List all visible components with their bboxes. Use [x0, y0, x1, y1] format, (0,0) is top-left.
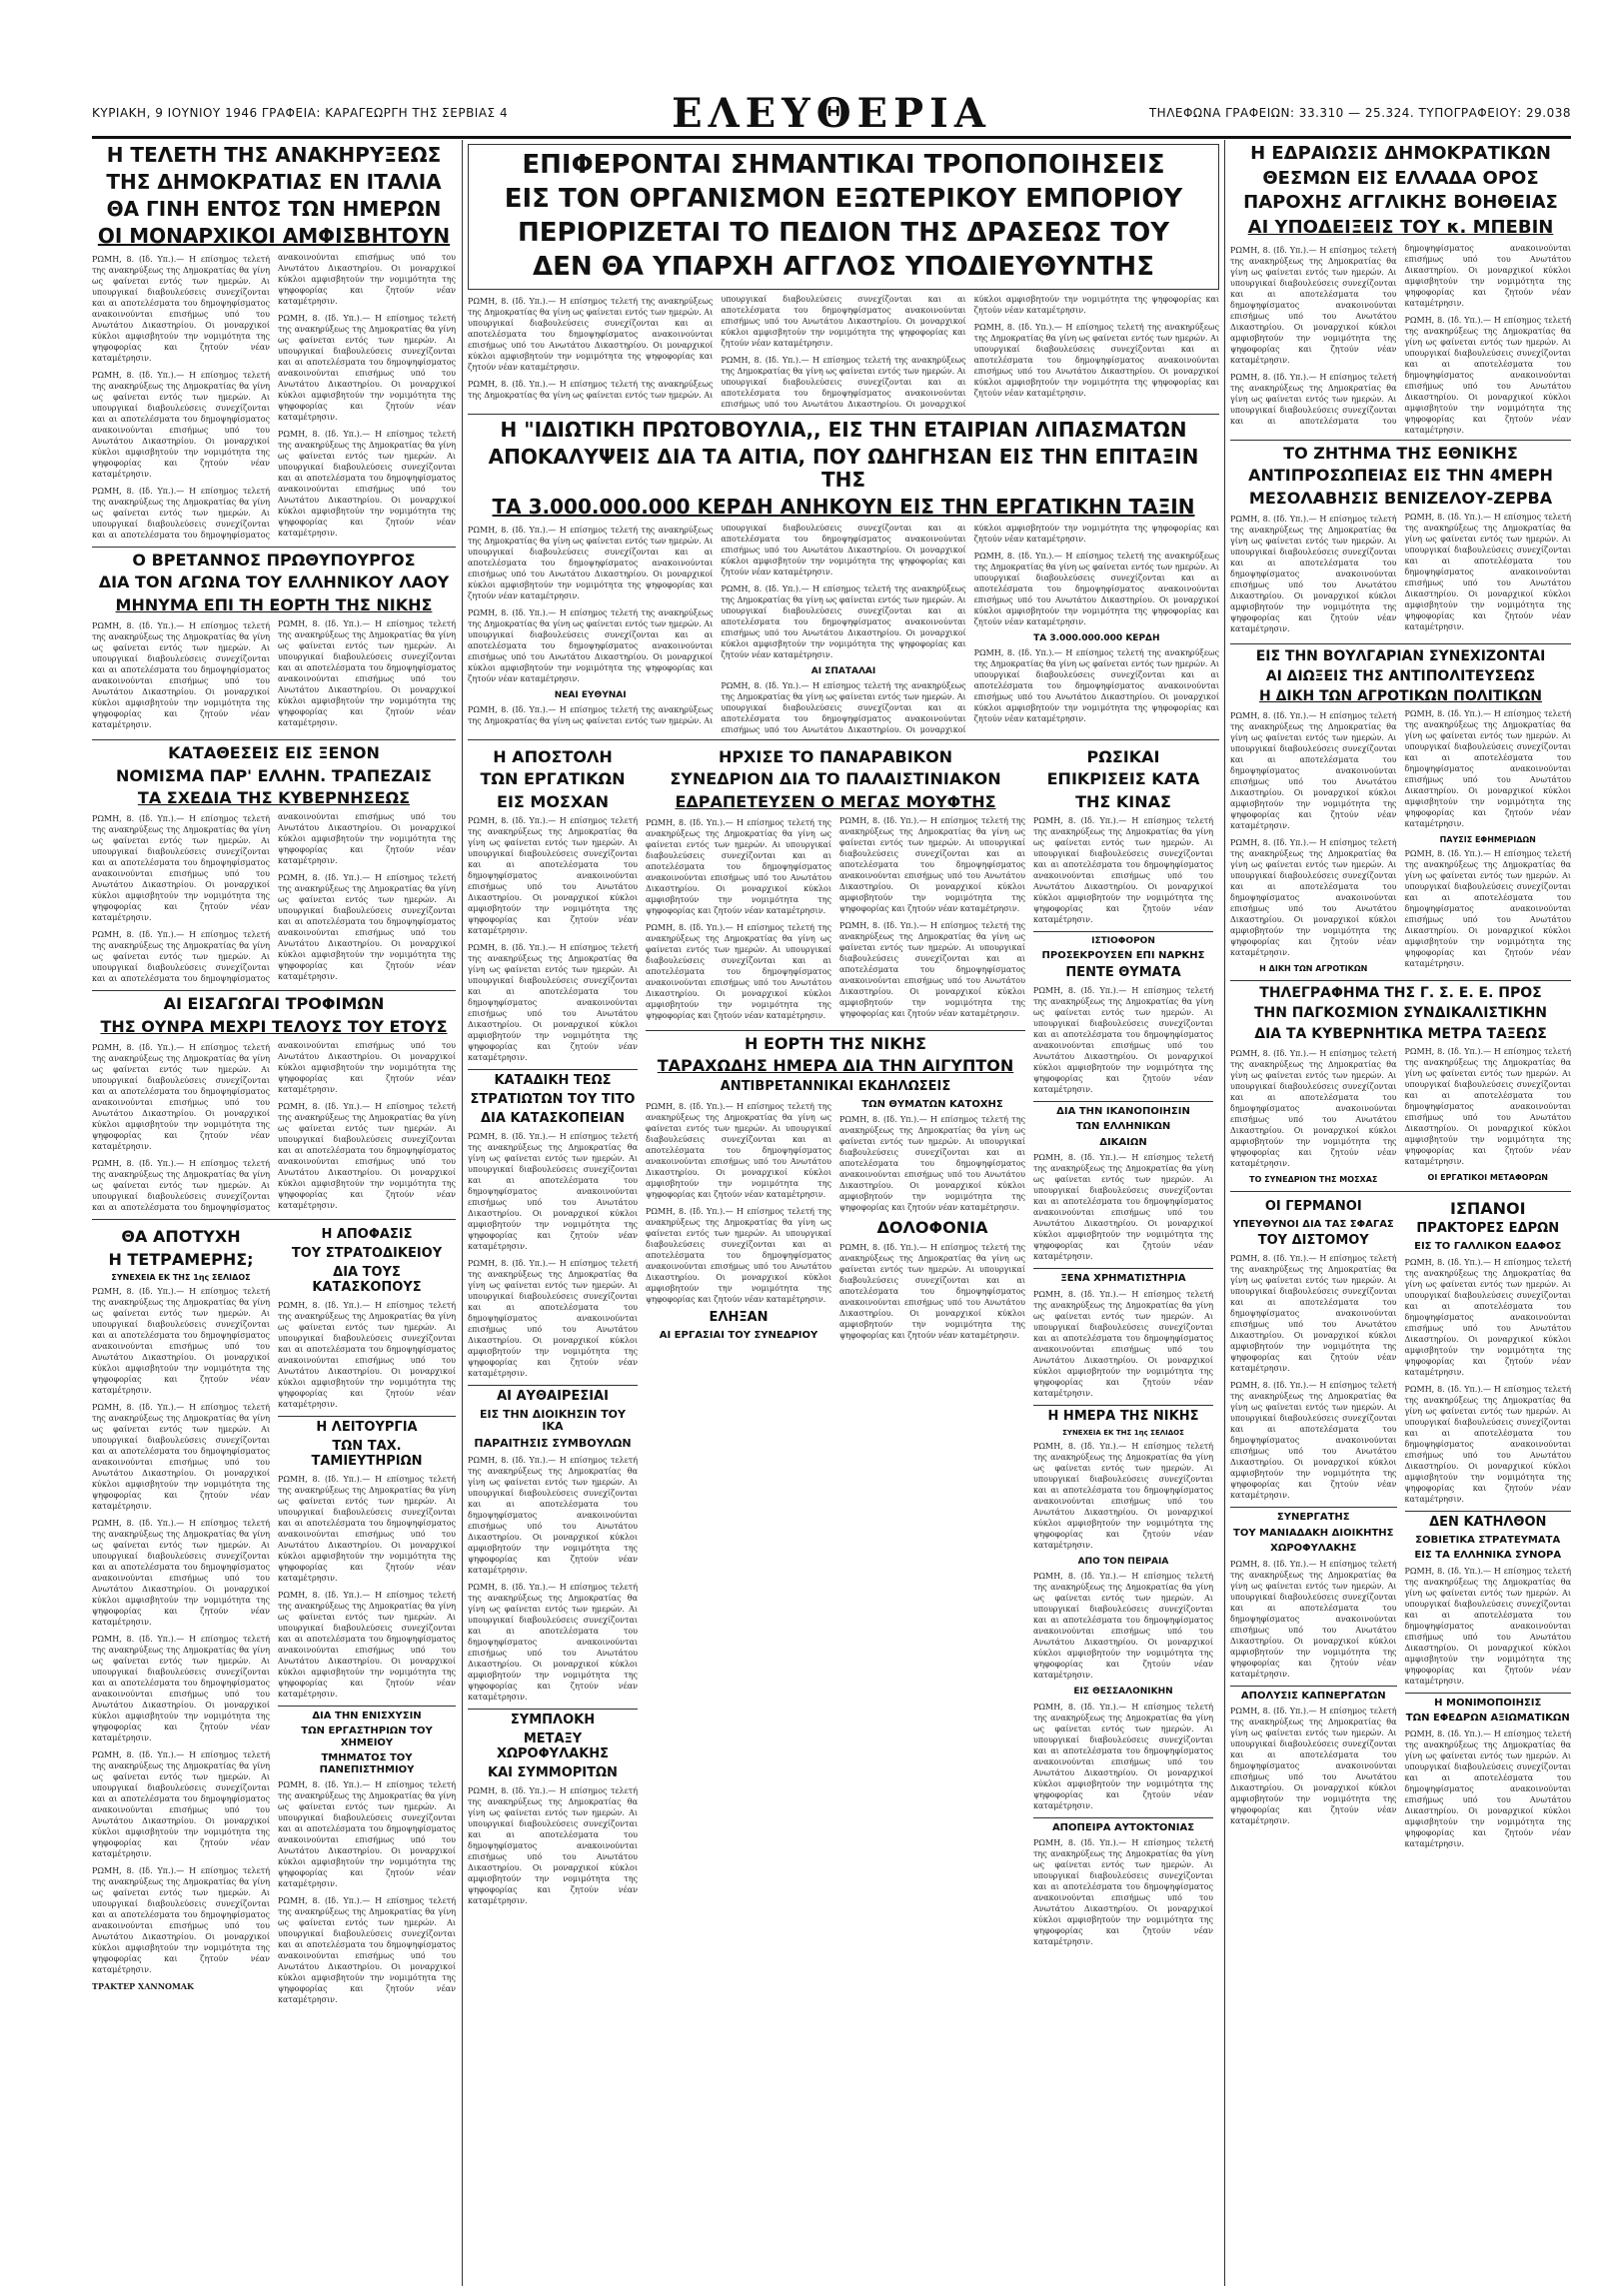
headline-national-representation: ΤΟ ΖΗΤΗΜΑ ΤΗΣ ΕΘΝΙΚΗΣ ΑΝΤΙΠΡΟΣΩΠΕΙΑΣ ΕΙΣ ΤΗΝ 4ΜΕΡΗ ΜΕΣΟΛΑΒΗΣΙΣ ΒΕΝΙΖΕΛΟΥ-ΖΕΡΒΑ	[1248, 443, 1553, 508]
article-body: ΡΩΜΗ, 8. (Ιδ. Υπ.).— Η επίσημος τελετή της ανακηρύξεως της Δημοκρατίας θα γίνη ως φαίνεται εντός των ημερών. Αι υπουργικαί διαβουλεύσεις συνεχίζονται και αι αποτελέσματα του δημοψηφίσματος ανακοινούνται επισήμως υπό του Ανωτάτου Δικαστηρίου. Οι μοναρχικοί κύκλοι αμφισβητούν την νομιμότητα της ψηφοφορίας και ζητούν νέαν καταμέτρησιν. ΡΩΜΗ, 8. (Ιδ. Υπ.).— Η επίσημος τελετή της ανακηρύξεως της Δημοκρατίας θα γίνη ως φαίνεται εντός των ημερών. Αι υπουργικαί διαβουλεύσεις συνεχίζονται και αι αποτελέσματα του δημοψηφίσματος ανακοινούνται επισήμως υπό του Ανωτάτου Δικαστηρίου. Οι μοναρχικοί κύκλοι αμφισβητούν την νομιμότητα της ψηφοφορίας και ζητούν νέαν καταμέτρησιν. ΡΩΜΗ, 8. (Ιδ. Υπ.).— Η επίσημος τελετή της ανακηρύξεως της Δημοκρατίας θα γίνη ως φαίνεται εντός των ημερών. Αι υπουργικαί διαβουλεύσεις συνεχίζονται και αι αποτελέσματα του δημοψηφίσματος ανακοινούνται επισήμως υπό του Ανωτάτου Δικαστηρίου. Οι μοναρχικοί κύκλοι αμφισβητούν την νομιμότητα της ψηφοφορίας και ζητούν νέαν καταμέτρησιν.	[92, 812, 456, 984]
masthead-phones: ΤΗΛΕΦΩΝΑ ΓΡΑΦΕΙΩΝ: 33.310 — 25.324. ΤΥΠΟΓΡΑΦΕΙΟΥ: 29.038	[1148, 106, 1571, 120]
lower-left-block	[92, 1224, 456, 2011]
headline-foreign-deposits: ΚΑΤΑΘΕΣΕΙΣ ΕΙΣ ΞΕΝΟΝ ΝΟΜΙΣΜΑ ΠΑΡ' ΕΛΛΗΝ. ΤΡΑΠΕΖΑΙΣ ΤΑ ΣΧΕΔΙΑ ΤΗΣ ΚΥΒΕΡΝΗΣΕΩΣ	[116, 743, 432, 807]
masthead-date-address: ΚΥΡΙΑΚΗ, 9 ΙΟΥΝΙΟΥ 1946 ΓΡΑΦΕΙΑ: ΚΑΡΑΓΕΩΡΓΗ ΤΗΣ ΣΕΡΒΙΑΣ 4	[92, 106, 509, 120]
article-body: ΡΩΜΗ, 8. (Ιδ. Υπ.).— Η επίσημος τελετή της ανακηρύξεως της Δημοκρατίας θα γίνη ως φαίνεται εντός των ημερών. Αι υπουργικαί διαβουλεύσεις συνεχίζονται και αι αποτελέσματα του δημοψηφίσματος ανακοινούνται επισήμως υπό του Ανωτάτου Δικαστηρίου. Οι μοναρχικοί κύκλοι αμφισβητούν την νομιμότητα της ψηφοφορίας και ζητούν νέαν καταμέτρησιν. ΡΩΜΗ, 8. (Ιδ. Υπ.).— Η επίσημος τελετή της ανακηρύξεως της Δημοκρατίας θα γίνη ως φαίνεται εντός των ημερών. Αι υπουργικαί διαβουλεύσεις συνεχίζονται και αι αποτελέσματα του δημοψηφίσματος ανακοινούνται επισήμως υπό του Ανωτάτου Δικαστηρίου. Οι μοναρχικοί κύκλοι αμφισβητούν την νομιμότητα της ψηφοφορίας και ζητούν νέαν καταμέτρησιν. ΝΕΑΙ ΕΥΘΥΝΑΙ ΡΩΜΗ, 8. (Ιδ. Υπ.).— Η επίσημος τελετή της ανακηρύξεως της Δημοκρατίας θα γίνη ως φαίνεται εντός των ημερών. Αι υπουργικαί διαβουλεύσεις συνεχίζονται και αι αποτελέσματα του δημοψηφίσματος ανακοινούνται επισήμως υπό του Ανωτάτου Δικαστηρίου. Οι μοναρχικοί κύκλοι αμφισβητούν την νομιμότητα της ψηφοφορίας και ζητούν νέαν καταμέτρησιν. ΡΩΜΗ, 8. (Ιδ. Υπ.).— Η επίσημος τελετή της ανακηρύξεως της Δημοκρατίας θα γίνη ως φαίνεται εντός των ημερών. Αι υπουργικαί διαβουλεύσεις συνεχίζονται και αι αποτελέσματα του δημοψηφίσματος ανακοινούνται επισήμως υπό του Ανωτάτου Δικαστηρίου. Οι μοναρχικοί κύκλοι αμφισβητούν την νομιμότητα της ψηφοφορίας και ζητούν νέαν καταμέτρησιν. ΑΙ ΣΠΑΤΑΛΑΙ ΡΩΜΗ, 8. (Ιδ. Υπ.).— Η επίσημος τελετή της ανακηρύξεως της Δημοκρατίας θα γίνη ως φαίνεται εντός των ημερών. Αι υπουργικαί διαβουλεύσεις συνεχίζονται και αι αποτελέσματα του δημοψηφίσματος ανακοινούνται επισήμως υπό του Ανωτάτου Δικαστηρίου. Οι μοναρχικοί κύκλοι αμφισβητούν την νομιμότητα της ψηφοφορίας και ζητούν νέαν καταμέτρησιν. ΡΩΜΗ, 8. (Ιδ. Υπ.).— Η επίσημος τελετή της ανακηρύξεως της Δημοκρατίας θα γίνη ως φαίνεται εντός των ημερών. Αι υπουργικαί διαβουλεύσεις συνεχίζονται και αι αποτελέσματα του δημοψηφίσματος ανακοινούνται επισήμως υπό του Ανωτάτου Δικαστηρίου. Οι μοναρχικοί κύκλοι αμφισβητούν την νομιμότητα της ψηφοφορίας και ζητούν νέαν καταμέτρησιν. ΤΑ 3.000.000.000 ΚΕΡΔΗ ΡΩΜΗ, 8. (Ιδ. Υπ.).— Η επίσημος τελετή της ανακηρύξεως της Δημοκρατίας θα γίνη ως φαίνεται εντός των ημερών. Αι υπουργικαί διαβουλεύσεις συνεχίζονται και αι αποτελέσματα του δημοψηφίσματος ανακοινούνται επισήμως υπό του Ανωτάτου Δικαστηρίου. Οι μοναρχικοί κύκλοι αμφισβητούν την νομιμότητα της ψηφοφορίας και ζητούν νέαν καταμέτρησιν.	[468, 523, 1219, 734]
headline-bulgaria: ΕΙΣ ΤΗΝ ΒΟΥΛΓΑΡΙΑΝ ΣΥΝΕΧΙΖΟΝΤΑΙ ΑΙ ΔΙΩΞΕΙΣ ΤΗΣ ΑΝΤΙΠΟΛΙΤΕΥΣΕΩΣ Η ΔΙΚΗ ΤΩΝ ΑΓΡΟΤΙΚΩΝ ΠΟΛΙΤΙΚΩΝ	[1255, 647, 1546, 705]
ad-tractor: ΤΡΑΚΤΕΡ ΧΑΝΝΟΜΑΚ	[92, 1981, 195, 1992]
newspaper-title: ΕΛΕΥΘΕΡΙΑ	[672, 90, 991, 137]
article-body: ΡΩΜΗ, 8. (Ιδ. Υπ.).— Η επίσημος τελετή της ανακηρύξεως της Δημοκρατίας θα γίνη ως φαίνεται εντός των ημερών. Αι υπουργικαί διαβουλεύσεις συνεχίζονται και αι αποτελέσματα του δημοψηφίσματος ανακοινούνται επισήμως υπό του Ανωτάτου Δικαστηρίου. Οι μοναρχικοί κύκλοι αμφισβητούν την νομιμότητα της ψηφοφορίας και ζητούν νέαν καταμέτρησιν. ΡΩΜΗ, 8. (Ιδ. Υπ.).— Η επίσημος τελετή της ανακηρύξεως της Δημοκρατίας θα γίνη ως φαίνεται εντός των ημερών. Αι υπουργικαί διαβουλεύσεις συνεχίζονται και αι αποτελέσματα του δημοψηφίσματος ανακοινούνται επισήμως υπό του Ανωτάτου Δικαστηρίου. Οι μοναρχικοί κύκλοι αμφισβητούν την νομιμότητα της ψηφοφορίας και ζητούν νέαν καταμέτρησιν. ΡΩΜΗ, 8. (Ιδ. Υπ.).— Η επίσημος τελετή της ανακηρύξεως της Δημοκρατίας θα γίνη ως φαίνεται εντός των ημερών. Αι υπουργικαί διαβουλεύσεις συνεχίζονται και αι αποτελέσματα του δημοψηφίσματος ανακοινούνται επισήμως υπό του Ανωτάτου Δικαστηρίου. Οι μοναρχικοί κύκλοι αμφισβητούν την νομιμότητα της ψηφοφορίας και ζητούν νέαν καταμέτρησιν. ΡΩΜΗ, 8. (Ιδ. Υπ.).— Η επίσημος τελετή της ανακηρύξεως της Δημοκρατίας θα γίνη ως φαίνεται εντός των ημερών. Αι υπουργικαί διαβουλεύσεις συνεχίζονται και αι αποτελέσματα του δημοψηφίσματος ανακοινούνται επισήμως υπό του Ανωτάτου Δικαστηρίου. Οι μοναρχικοί κύκλοι αμφισβητούν την νομιμότητα της ψηφοφορίας και ζητούν νέαν καταμέτρησιν.	[468, 294, 1219, 409]
headline-unrra-imports: ΑΙ ΕΙΣΑΓΩΓΑΙ ΤΡΟΦΙΜΩΝ ΤΗΣ ΟΥΝΡΑ ΜΕΧΡΙ ΤΕΛΟΥΣ ΤΟΥ ΕΤΟΥΣ	[100, 994, 448, 1036]
article-body: ΡΩΜΗ, 8. (Ιδ. Υπ.).— Η επίσημος τελετή της ανακηρύξεως της Δημοκρατίας θα γίνη ως φαίνεται εντός των ημερών. Αι υπουργικαί διαβουλεύσεις συνεχίζονται και αι αποτελέσματα του δημοψηφίσματος ανακοινούνται επισήμως υπό του Ανωτάτου Δικαστηρίου. Οι μοναρχικοί κύκλοι αμφισβητούν την νομιμότητα της ψηφοφορίας και ζητούν νέαν καταμέτρησιν. ΡΩΜΗ, 8. (Ιδ. Υπ.).— Η επίσημος τελετή της ανακηρύξεως της Δημοκρατίας θα γίνη ως φαίνεται εντός των ημερών. Αι υπουργικαί διαβουλεύσεις συνεχίζονται και αι αποτελέσματα του δημοψηφίσματος ανακοινούνται επισήμως υπό του Ανωτάτου Δικαστηρίου. Οι μοναρχικοί κύκλοι αμφισβητούν την νομιμότητα της ψηφοφορίας και ζητούν νέαν καταμέτρησιν. ΡΩΜΗ, 8. (Ιδ. Υπ.).— Η επίσημος τελετή της ανακηρύξεως της Δημοκρατίας θα γίνη ως φαίνεται εντός των ημερών. Αι υπουργικαί διαβουλεύσεις συνεχίζονται και αι αποτελέσματα του δημοψηφίσματος ανακοινούνται επισήμως υπό του Ανωτάτου Δικαστηρίου. Οι μοναρχικοί κύκλοι αμφισβητούν την νομιμότητα της ψηφοφορίας και ζητούν νέαν καταμέτρησιν.	[92, 1041, 456, 1213]
center-lower	[468, 744, 1219, 1953]
article-body: ΡΩΜΗ, 8. (Ιδ. Υπ.).— Η επίσημος τελετή της ανακηρύξεως της Δημοκρατίας θα γίνη ως φαίνεται εντός των ημερών. Αι υπουργικαί διαβουλεύσεις συνεχίζονται και αι αποτελέσματα του δημοψηφίσματος ανακοινούνται επισήμως υπό του Ανωτάτου Δικαστηρίου. Οι μοναρχικοί κύκλοι αμφισβητούν την νομιμότητα της ψηφοφορίας και ζητούν νέαν καταμέτρησιν. ΡΩΜΗ, 8. (Ιδ. Υπ.).— Η επίσημος τελετή της ανακηρύξεως της Δημοκρατίας θα γίνη ως φαίνεται εντός των ημερών. Αι υπουργικαί διαβουλεύσεις συνεχίζονται και αι αποτελέσματα του δημοψηφίσματος ανακοινούνται επισήμως υπό του Ανωτάτου Δικαστηρίου. Οι μοναρχικοί κύκλοι αμφισβητούν την νομιμότητα της ψηφοφορίας και ζητούν νέαν καταμέτρησιν. ΡΩΜΗ, 8. (Ιδ. Υπ.).— Η επίσημος τελετή της ανακηρύξεως της Δημοκρατίας θα γίνη ως φαίνεται εντός των ημερών. Αι υπουργικαί διαβουλεύσεις συνεχίζονται και αι αποτελέσματα του δημοψηφίσματος ανακοινούνται επισήμως υπό του Ανωτάτου Δικαστηρίου. Οι μοναρχικοί κύκλοι αμφισβητούν την νομιμότητα της ψηφοφορίας και ζητούν νέαν καταμέτρησιν. ΡΩΜΗ, 8. (Ιδ. Υπ.).— Η επίσημος τελετή της ανακηρύξεως της Δημοκρατίας θα γίνη ως φαίνεται εντός των ημερών. Αι υπουργικαί διαβουλεύσεις συνεχίζονται και αι αποτελέσματα του δημοψηφίσματος ανακοινούνται επισήμως υπό του Ανωτάτου Δικαστηρίου. Οι μοναρχικοί κύκλοι αμφισβητούν την νομιμότητα της ψηφοφορίας και ζητούν νέαν καταμέτρησιν. ΡΩΜΗ, 8. (Ιδ. Υπ.).— Η επίσημος τελετή της ανακηρύξεως της Δημοκρατίας θα γίνη ως φαίνεται εντός των ημερών. Αι υπουργικαί διαβουλεύσεις συνεχίζονται και αι αποτελέσματα του δημοψηφίσματος ανακοινούνται επισήμως υπό του Ανωτάτου Δικαστηρίου. Οι μοναρχικοί κύκλοι αμφισβητούν την νομιμότητα της ψηφοφορίας και ζητούν νέαν καταμέτρησιν.	[92, 253, 456, 540]
column-rule	[1224, 140, 1225, 2286]
divider	[92, 1219, 456, 1220]
masthead	[92, 92, 1571, 139]
right-lower: ΟΙ ΓΕΡΜΑΝΟΙ ΥΠΕΥΘΥΝΟΙ ΔΙΑ ΤΑΣ ΣΦΑΓΑΣ ΤΟΥ ΔΙΣΤΟΜΟΥ ΡΩΜΗ, 8. (Ιδ. Υπ.).— Η επίσημος τελετή της ανακηρύξεως της Δημοκρατίας θα γίνη ως φαίνεται εντός των ημερών. Αι υπουργικαί διαβουλεύσεις συνεχίζονται και αι αποτελέσματα του δημοψηφίσματος ανακοινούνται επισήμως υπό του Ανωτάτου Δικαστηρίου. Οι μοναρχικοί κύκλοι αμφισβητούν την νομιμότητα της ψηφοφορίας και ζητούν νέαν καταμέτρησιν. ΡΩΜΗ, 8. (Ιδ. Υπ.).— Η επίσημος τελετή της ανακηρύξεως της Δημοκρατίας θα γίνη ως φαίνεται εντός των ημερών. Αι υπουργικαί διαβουλεύσεις συνεχίζονται και αι αποτελέσματα του δημοψηφίσματος ανακοινούνται επισήμως υπό του Ανωτάτου Δικαστηρίου. Οι μοναρχικοί κύκλοι αμφισβητούν την νομιμότητα της ψηφοφορίας και ζητούν νέαν καταμέτρησιν. ΣΥΝΕΡΓΑΤΗΣ ΤΟΥ ΜΑΝΙΑΔΑΚΗ ΔΙΟΙΚΗΤΗΣ ΧΩΡΟΦΥΛΑΚΗΣ ΡΩΜΗ, 8. (Ιδ. Υπ.).— Η επίσημος τελετή της ανακηρύξεως της Δημοκρατίας θα γίνη ως φαίνεται εντός των ημερών. Αι υπουργικαί διαβουλεύσεις συνεχίζονται και αι αποτελέσματα του δημοψηφίσματος ανακοινούνται επισήμως υπό του Ανωτάτου Δικαστηρίου. Οι μοναρχικοί κύκλοι αμφισβητούν την νομιμότητα της ψηφοφορίας και ζητούν νέαν καταμέτρησιν. ΑΠΟΛΥΣΙΣ ΚΑΠΝΕΡΓΑΤΩΝ ΡΩΜΗ, 8. (Ιδ. Υπ.).— Η επίσημος τελετή της ανακηρύξεως της Δημοκρατίας θα γίνη ως φαίνεται εντός των ημερών. Αι υπουργικαί διαβουλεύσεις συνεχίζονται και αι αποτελέσματα του δημοψηφίσματος ανακοινούνται επισήμως υπό του Ανωτάτου Δικαστηρίου. Οι μοναρχικοί κύκλοι αμφισβητούν την νομιμότητα της ψηφοφορίας και ζητούν νέαν καταμέτρησιν. ΙΣΠΑΝΟΙ ΠΡΑΚΤΟΡΕΣ ΕΔΡΩΝ ΕΙΣ ΤΟ ΓΑΛΛΙΚΟΝ ΕΔΑΦΟΣ ΡΩΜΗ, 8. (Ιδ. Υπ.).— Η επίσημος τελετή της ανακηρύξεως της Δημοκρατίας θα γίνη ως φαίνεται εντός των ημερών. Αι υπουργικαί διαβουλεύσεις συνεχίζονται και αι αποτελέσματα του δημοψηφίσματος ανακοινούνται επισήμως υπό του Ανωτάτου Δικαστηρίου. Οι μοναρχικοί κύκλοι αμφισβητούν την νομιμότητα της ψηφοφορίας και ζητούν νέαν καταμέτρησιν. ΡΩΜΗ, 8. (Ιδ. Υπ.).— Η επίσημος τελετή της ανακηρύξεως της Δημοκρατίας θα γίνη ως φαίνεται εντός των ημερών. Αι υπουργικαί διαβουλεύσεις συνεχίζονται και αι αποτελέσματα του δημοψηφίσματος ανακοινούνται επισήμως υπό του Ανωτάτου Δικαστηρίου. Οι μοναρχικοί κύκλοι αμφισβητούν την νομιμότητα της ψηφοφορίας και ζητούν νέαν καταμέτρησιν. ΔΕΝ ΚΑΤΗΛΘΟΝ ΣΟΒΙΕΤΙΚΑ ΣΤΡΑΤΕΥΜΑΤΑ ΕΙΣ ΤΑ ΕΛΛΗΝΙΚΑ ΣΥΝΟΡΑ ΡΩΜΗ, 8. (Ιδ. Υπ.).— Η επίσημος τελετή της ανακηρύξεως της Δημοκρατίας θα γίνη ως φαίνεται εντός των ημερών. Αι υπουργικαί διαβουλεύσεις συνεχίζονται και αι αποτελέσματα του δημοψηφίσματος ανακοινούνται επισήμως υπό του Ανωτάτου Δικαστηρίου. Οι μοναρχικοί κύκλοι αμφισβητούν την νομιμότητα της ψηφοφορίας και ζητούν νέαν καταμέτρησιν. Η ΜΟΝΙΜΟΠΟΙΗΣΙΣ ΤΩΝ ΕΦΕΔΡΩΝ ΑΞΙΩΜΑΤΙΚΩΝ ΡΩΜΗ, 8. (Ιδ. Υπ.).— Η επίσημος τελετή της ανακηρύξεως της Δημοκρατίας θα γίνη ως φαίνεται εντός των ημερών. Αι υπουργικαί διαβουλεύσεις συνεχίζονται και αι αποτελέσματα του δημοψηφίσματος ανακοινούνται επισήμως υπό του Ανωτάτου Δικαστηρίου. Οι μοναρχικοί κύκλοι αμφισβητούν την νομιμότητα της ψηφοφορίας και ζητούν νέαν καταμέτρησιν.	[1230, 1198, 1571, 1848]
divider	[92, 547, 456, 548]
divider	[92, 739, 456, 740]
column-rule	[462, 140, 463, 2286]
right-column: Η ΕΔΡΑΙΩΣΙΣ ΔΗΜΟΚΡΑΤΙΚΩΝ ΘΕΣΜΩΝ ΕΙΣ ΕΛΛΑΔΑ ΟΡΟΣ ΠΑΡΟΧΗΣ ΑΓΓΛΙΚΗΣ ΒΟΗΘΕΙΑΣ ΑΙ ΥΠΟΔΕΙΞΕΙΣ ΤΟΥ κ. ΜΠΕΒΙΝ ΡΩΜΗ, 8. (Ιδ. Υπ.).— Η επίσημος τελετή της ανακηρύξεως της Δημοκρατίας θα γίνη ως φαίνεται εντός των ημερών. Αι υπουργικαί διαβουλεύσεις συνεχίζονται και αι αποτελέσματα του δημοψηφίσματος ανακοινούνται επισήμως υπό του Ανωτάτου Δικαστηρίου. Οι μοναρχικοί κύκλοι αμφισβητούν την νομιμότητα της ψηφοφορίας και ζητούν νέαν καταμέτρησιν. ΡΩΜΗ, 8. (Ιδ. Υπ.).— Η επίσημος τελετή της ανακηρύξεως της Δημοκρατίας θα γίνη ως φαίνεται εντός των ημερών. Αι υπουργικαί διαβουλεύσεις συνεχίζονται και αι αποτελέσματα του δημοψηφίσματος ανακοινούνται επισήμως υπό του Ανωτάτου Δικαστηρίου. Οι μοναρχικοί κύκλοι αμφισβητούν την νομιμότητα της ψηφοφορίας και ζητούν νέαν καταμέτρησιν. ΡΩΜΗ, 8. (Ιδ. Υπ.).— Η επίσημος τελετή της ανακηρύξεως της Δημοκρατίας θα γίνη ως φαίνεται εντός των ημερών. Αι υπουργικαί διαβουλεύσεις συνεχίζονται και αι αποτελέσματα του δημοψηφίσματος ανακοινούνται επισήμως υπό του Ανωτάτου Δικαστηρίου. Οι μοναρχικοί κύκλοι αμφισβητούν την νομιμότητα της ψηφοφορίας και ζητούν νέαν καταμέτρησιν. ΤΟ ΖΗΤΗΜΑ ΤΗΣ ΕΘΝΙΚΗΣ ΑΝΤΙΠΡΟΣΩΠΕΙΑΣ ΕΙΣ ΤΗΝ 4ΜΕΡΗ ΜΕΣΟΛΑΒΗΣΙΣ ΒΕΝΙΖΕΛΟΥ-ΖΕΡΒΑ ΡΩΜΗ, 8. (Ιδ. Υπ.).— Η επίσημος τελετή της ανακηρύξεως της Δημοκρατίας θα γίνη ως φαίνεται εντός των ημερών. Αι υπουργικαί διαβουλεύσεις συνεχίζονται και αι αποτελέσματα του δημοψηφίσματος ανακοινούνται επισήμως υπό του Ανωτάτου Δικαστηρίου. Οι μοναρχικοί κύκλοι αμφισβητούν την νομιμότητα της ψηφοφορίας και ζητούν νέαν καταμέτρησιν. ΡΩΜΗ, 8. (Ιδ. Υπ.).— Η επίσημος τελετή της ανακηρύξεως της Δημοκρατίας θα γίνη ως φαίνεται εντός των ημερών. Αι υπουργικαί διαβουλεύσεις συνεχίζονται και αι αποτελέσματα του δημοψηφίσματος ανακοινούνται επισήμως υπό του Ανωτάτου Δικαστηρίου. Οι μοναρχικοί κύκλοι αμφισβητούν την νομιμότητα της ψηφοφορίας και ζητούν νέαν καταμέτρησιν. ΕΙΣ ΤΗΝ ΒΟΥΛΓΑΡΙΑΝ ΣΥΝΕΧΙΖΟΝΤΑΙ ΑΙ ΔΙΩΞΕΙΣ ΤΗΣ ΑΝΤΙΠΟΛΙΤΕΥΣΕΩΣ Η ΔΙΚΗ ΤΩΝ ΑΓΡΟΤΙΚΩΝ ΠΟΛΙΤΙΚΩΝ ΡΩΜΗ, 8. (Ιδ. Υπ.).— Η επίσημος τελετή της ανακηρύξεως της Δημοκρατίας θα γίνη ως φαίνεται εντός των ημερών. Αι υπουργικαί διαβουλεύσεις συνεχίζονται και αι αποτελέσματα του δημοψηφίσματος ανακοινούνται επισήμως υπό του Ανωτάτου Δικαστηρίου. Οι μοναρχικοί κύκλοι αμφισβητούν την νομιμότητα της ψηφοφορίας και ζητούν νέαν καταμέτρησιν. ΡΩΜΗ, 8. (Ιδ. Υπ.).— Η επίσημος τελετή της ανακηρύξεως της Δημοκρατίας θα γίνη ως φαίνεται εντός των ημερών. Αι υπουργικαί διαβουλεύσεις συνεχίζονται και αι αποτελέσματα του δημοψηφίσματος ανακοινούνται επισήμως υπό του Ανωτάτου Δικαστηρίου. Οι μοναρχικοί κύκλοι αμφισβητούν την νομιμότητα της ψηφοφορίας και ζητούν νέαν καταμέτρησιν. Η ΔΙΚΗ ΤΩΝ ΑΓΡΟΤΙΚΩΝ ΡΩΜΗ, 8. (Ιδ. Υπ.).— Η επίσημος τελετή της ανακηρύξεως της Δημοκρατίας θα γίνη ως φαίνεται εντός των ημερών. Αι υπουργικαί διαβουλεύσεις συνεχίζονται και αι αποτελέσματα του δημοψηφίσματος ανακοινούνται επισήμως υπό του Ανωτάτου Δικαστηρίου. Οι μοναρχικοί κύκλοι αμφισβητούν την νομιμότητα της ψηφοφορίας και ζητούν νέαν καταμέτρησιν. ΠΑΥΣΙΣ ΕΦΗΜΕΡΙΔΩΝ ΡΩΜΗ, 8. (Ιδ. Υπ.).— Η επίσημος τελετή της ανακηρύξεως της Δημοκρατίας θα γίνη ως φαίνεται εντός των ημερών. Αι υπουργικαί διαβουλεύσεις συνεχίζονται και αι αποτελέσματα του δημοψηφίσματος ανακοινούνται επισήμως υπό του Ανωτάτου Δικαστηρίου. Οι μοναρχικοί κύκλοι αμφισβητούν την νομιμότητα της ψηφοφορίας και ζητούν νέαν καταμέτρησιν. ΤΗΛΕΓΡΑΦΗΜΑ ΤΗΣ Γ. Σ. Ε. Ε. ΠΡΟΣ ΤΗΝ ΠΑΓΚΟΣΜΙΟΝ ΣΥΝΔΙΚΑΛΙΣΤΙΚΗΝ ΔΙΑ ΤΑ ΚΥΒΕΡΝΗΤΙΚΑ ΜΕΤΡΑ ΤΑΞΕΩΣ ΡΩΜΗ, 8. (Ιδ. Υπ.).— Η επίσημος τελετή της ανακηρύξεως της Δημοκρατίας θα γίνη ως φαίνεται εντός των ημερών. Αι υπουργικαί διαβουλεύσεις συνεχίζονται και αι αποτελέσματα του δημοψηφίσματος ανακοινούνται επισήμως υπό του Ανωτάτου Δικαστηρίου. Οι μοναρχικοί κύκλοι αμφισβητούν την νομιμότητα της ψηφοφορίας και ζητούν νέαν καταμέτρησιν. ΤΟ ΣΥΝΕΔΡΙΟΝ ΤΗΣ ΜΟΣΧΑΣ ΡΩΜΗ, 8. (Ιδ. Υπ.).— Η επίσημος τελετή της ανακηρύξεως της Δημοκρατίας θα γίνη ως φαίνεται εντός των ημερών. Αι υπουργικαί διαβουλεύσεις συνεχίζονται και αι αποτελέσματα του δημοψηφίσματος ανακοινούνται επισήμως υπό του Ανωτάτου Δικαστηρίου. Οι μοναρχικοί κύκλοι αμφισβητούν την νομιμότητα της ψηφοφορίας και ζητούν νέαν καταμέτρησιν. ΟΙ ΕΡΓΑΤΙΚΟΙ ΜΕΤΑΦΟΡΩΝ ΟΙ ΓΕΡΜΑΝΟΙ ΥΠΕΥΘΥΝΟΙ ΔΙΑ ΤΑΣ ΣΦΑΓΑΣ ΤΟΥ ΔΙΣΤΟΜΟΥ ΡΩΜΗ, 8. (Ιδ. Υπ.).— Η επίσημος τελετή της ανακηρύξεως της Δημοκρατίας θα γίνη ως φαίνεται εντός των ημερών. Αι υπουργικαί διαβουλεύσεις συνεχίζονται και αι αποτελέσματα του δημοψηφίσματος ανακοινούνται επισήμως υπό του Ανωτάτου Δικαστηρίου. Οι μοναρχικοί κύκλοι αμφισβητούν την νομιμότητα της ψηφοφορίας και ζητούν νέαν καταμέτρησιν. ΡΩΜΗ, 8. (Ιδ. Υπ.).— Η επίσημος τελετή της ανακηρύξεως της Δημοκρατίας θα γίνη ως φαίνεται εντός των ημερών. Αι υπουργικαί διαβουλεύσεις συνεχίζονται και αι αποτελέσματα του δημοψηφίσματος ανακοινούνται επισήμως υπό του Ανωτάτου Δικαστηρίου. Οι μοναρχικοί κύκλοι αμφισβητούν την νομιμότητα της ψηφοφορίας και ζητούν νέαν καταμέτρησιν. ΣΥΝΕΡΓΑΤΗΣ ΤΟΥ ΜΑΝΙΑΔΑΚΗ ΔΙΟΙΚΗΤΗΣ ΧΩΡΟΦΥΛΑΚΗΣ ΡΩΜΗ, 8. (Ιδ. Υπ.).— Η επίσημος τελετή της ανακηρύξεως της Δημοκρατίας θα γίνη ως φαίνεται εντός των ημερών. Αι υπουργικαί διαβουλεύσεις συνεχίζονται και αι αποτελέσματα του δημοψηφίσματος ανακοινούνται επισήμως υπό του Ανωτάτου Δικαστηρίου. Οι μοναρχικοί κύκλοι αμφισβητούν την νομιμότητα της ψηφοφορίας και ζητούν νέαν καταμέτρησιν. ΑΠΟΛΥΣΙΣ ΚΑΠΝΕΡΓΑΤΩΝ ΡΩΜΗ, 8. (Ιδ. Υπ.).— Η επίσημος τελετή της ανακηρύξεως της Δημοκρατίας θα γίνη ως φαίνεται εντός των ημερών. Αι υπουργικαί διαβουλεύσεις συνεχίζονται και αι αποτελέσματα του δημοψηφίσματος ανακοινούνται επισήμως υπό του Ανωτάτου Δικαστηρίου. Οι μοναρχικοί κύκλοι αμφισβητούν την νομιμότητα της ψηφοφορίας και ζητούν νέαν καταμέτρησιν. ΙΣΠΑΝΟΙ ΠΡΑΚΤΟΡΕΣ ΕΔΡΩΝ ΕΙΣ ΤΟ ΓΑΛΛΙΚΟΝ ΕΔΑΦΟΣ ΡΩΜΗ, 8. (Ιδ. Υπ.).— Η επίσημος τελετή της ανακηρύξεως της Δημοκρατίας θα γίνη ως φαίνεται εντός των ημερών. Αι υπουργικαί διαβουλεύσεις συνεχίζονται και αι αποτελέσματα του δημοψηφίσματος ανακοινούνται επισήμως υπό του Ανωτάτου Δικαστηρίου. Οι μοναρχικοί κύκλοι αμφισβητούν την νομιμότητα της ψηφοφορίας και ζητούν νέαν καταμέτρησιν. ΡΩΜΗ, 8. (Ιδ. Υπ.).— Η επίσημος τελετή της ανακηρύξεως της Δημοκρατίας θα γίνη ως φαίνεται εντός των ημερών. Αι υπουργικαί διαβουλεύσεις συνεχίζονται και αι αποτελέσματα του δημοψηφίσματος ανακοινούνται επισήμως υπό του Ανωτάτου Δικαστηρίου. Οι μοναρχικοί κύκλοι αμφισβητούν την νομιμότητα της ψηφοφορίας και ζητούν νέαν καταμέτρησιν. ΔΕΝ ΚΑΤΗΛΘΟΝ ΣΟΒΙΕΤΙΚΑ ΣΤΡΑΤΕΥΜΑΤΑ ΕΙΣ ΤΑ ΕΛΛΗΝΙΚΑ ΣΥΝΟΡΑ ΡΩΜΗ, 8. (Ιδ. Υπ.).— Η επίσημος τελετή της ανακηρύξεως της Δημοκρατίας θα γίνη ως φαίνεται εντός των ημερών. Αι υπουργικαί διαβουλεύσεις συνεχίζονται και αι αποτελέσματα του δημοψηφίσματος ανακοινούνται επισήμως υπό του Ανωτάτου Δικαστηρίου. Οι μοναρχικοί κύκλοι αμφισβητούν την νομιμότητα της ψηφοφορίας και ζητούν νέαν καταμέτρησιν. Η ΜΟΝΙΜΟΠΟΙΗΣΙΣ ΤΩΝ ΕΦΕΔΡΩΝ ΑΞΙΩΜΑΤΙΚΩΝ ΡΩΜΗ, 8. (Ιδ. Υπ.).— Η επίσημος τελετή της ανακηρύξεως της Δημοκρατίας θα γίνη ως φαίνεται εντός των ημερών. Αι υπουργικαί διαβουλεύσεις συνεχίζονται και αι αποτελέσματα του δημοψηφίσματος ανακοινούνται επισήμως υπό του Ανωτάτου Δικαστηρίου. Οι μοναρχικοί κύκλοι αμφισβητούν την νομιμότητα της ψηφοφορίας και ζητούν νέαν καταμέτρησιν.	[1230, 140, 1571, 2286]
article-body: ΡΩΜΗ, 8. (Ιδ. Υπ.).— Η επίσημος τελετή της ανακηρύξεως της Δημοκρατίας θα γίνη ως φαίνεται εντός των ημερών. Αι υπουργικαί διαβουλεύσεις συνεχίζονται και αι αποτελέσματα του δημοψηφίσματος ανακοινούνται επισήμως υπό του Ανωτάτου Δικαστηρίου. Οι μοναρχικοί κύκλοι αμφισβητούν την νομιμότητα της ψηφοφορίας και ζητούν νέαν καταμέτρησιν. ΡΩΜΗ, 8. (Ιδ. Υπ.).— Η επίσημος τελετή της ανακηρύξεως της Δημοκρατίας θα γίνη ως φαίνεται εντός των ημερών. Αι υπουργικαί διαβουλεύσεις συνεχίζονται και αι αποτελέσματα του δημοψηφίσματος ανακοινούνται επισήμως υπό του Ανωτάτου Δικαστηρίου. Οι μοναρχικοί κύκλοι αμφισβητούν την νομιμότητα της ψηφοφορίας και ζητούν νέαν καταμέτρησιν.	[92, 619, 456, 730]
headline-british-pm: Ο ΒΡΕΤΑΝΝΟΣ ΠΡΩΘΥΠΟΥΡΓΟΣ ΔΙΑ ΤΟΝ ΑΓΩΝΑ ΤΟΥ ΕΛΛΗΝΙΚΟΥ ΛΑΟΥ ΜΗΝΥΜΑ ΕΠΙ ΤΗ ΕΟΡΤΗ ΤΗΣ ΝΙΚΗΣ	[98, 551, 450, 614]
center-lower-middle: ΗΡΧΙΣΕ ΤΟ ΠΑΝΑΡΑΒΙΚΟΝ ΣΥΝΕΔΡΙΟΝ ΔΙΑ ΤΟ ΠΑΛΑΙΣΤΙΝΙΑΚΟΝ ΕΔΡΑΠΕΤΕΥΣΕΝ Ο ΜΕΓΑΣ ΜΟΥΦΤΗΣ ΡΩΜΗ, 8. (Ιδ. Υπ.).— Η επίσημος τελετή της ανακηρύξεως της Δημοκρατίας θα γίνη ως φαίνεται εντός των ημερών. Αι υπουργικαί διαβουλεύσεις συνεχίζονται και αι αποτελέσματα του δημοψηφίσματος ανακοινούνται επισήμως υπό του Ανωτάτου Δικαστηρίου. Οι μοναρχικοί κύκλοι αμφισβητούν την νομιμότητα της ψηφοφορίας και ζητούν νέαν καταμέτρησιν. ΡΩΜΗ, 8. (Ιδ. Υπ.).— Η επίσημος τελετή της ανακηρύξεως της Δημοκρατίας θα γίνη ως φαίνεται εντός των ημερών. Αι υπουργικαί διαβουλεύσεις συνεχίζονται και αι αποτελέσματα του δημοψηφίσματος ανακοινούνται επισήμως υπό του Ανωτάτου Δικαστηρίου. Οι μοναρχικοί κύκλοι αμφισβητούν την νομιμότητα της ψηφοφορίας και ζητούν νέαν καταμέτρησιν. ΡΩΜΗ, 8. (Ιδ. Υπ.).— Η επίσημος τελετή της ανακηρύξεως της Δημοκρατίας θα γίνη ως φαίνεται εντός των ημερών. Αι υπουργικαί διαβουλεύσεις συνεχίζονται και αι αποτελέσματα του δημοψηφίσματος ανακοινούνται επισήμως υπό του Ανωτάτου Δικαστηρίου. Οι μοναρχικοί κύκλοι αμφισβητούν την νομιμότητα της ψηφοφορίας και ζητούν νέαν καταμέτρησιν. ΡΩΜΗ, 8. (Ιδ. Υπ.).— Η επίσημος τελετή της ανακηρύξεως της Δημοκρατίας θα γίνη ως φαίνεται εντός των ημερών. Αι υπουργικαί διαβουλεύσεις συνεχίζονται και αι αποτελέσματα του δημοψηφίσματος ανακοινούνται επισήμως υπό του Ανωτάτου Δικαστηρίου. Οι μοναρχικοί κύκλοι αμφισβητούν την νομιμότητα της ψηφοφορίας και ζητούν νέαν καταμέτρησιν. Η ΕΟΡΤΗ ΤΗΣ ΝΙΚΗΣ ΤΑΡΑΧΩΔΗΣ ΗΜΕΡΑ ΔΙΑ ΤΗΝ ΑΙΓΥΠΤΟΝ ΑΝΤΙΒΡΕΤΑΝΝΙΚΑΙ ΕΚΔΗΛΩΣΕΙΣ ΡΩΜΗ, 8. (Ιδ. Υπ.).— Η επίσημος τελετή της ανακηρύξεως της Δημοκρατίας θα γίνη ως φαίνεται εντός των ημερών. Αι υπουργικαί διαβουλεύσεις συνεχίζονται και αι αποτελέσματα του δημοψηφίσματος ανακοινούνται επισήμως υπό του Ανωτάτου Δικαστηρίου. Οι μοναρχικοί κύκλοι αμφισβητούν την νομιμότητα της ψηφοφορίας και ζητούν νέαν καταμέτρησιν. ΡΩΜΗ, 8. (Ιδ. Υπ.).— Η επίσημος τελετή της ανακηρύξεως της Δημοκρατίας θα γίνη ως φαίνεται εντός των ημερών. Αι υπουργικαί διαβουλεύσεις συνεχίζονται και αι αποτελέσματα του δημοψηφίσματος ανακοινούνται επισήμως υπό του Ανωτάτου Δικαστηρίου. Οι μοναρχικοί κύκλοι αμφισβητούν την νομιμότητα της ψηφοφορίας και ζητούν νέαν καταμέτρησιν. ΕΛΗΞΑΝ ΑΙ ΕΡΓΑΣΙΑΙ ΤΟΥ ΣΥΝΕΔΡΙΟΥ ΤΩΝ ΘΥΜΑΤΩΝ ΚΑΤΟΧΗΣ ΡΩΜΗ, 8. (Ιδ. Υπ.).— Η επίσημος τελετή της ανακηρύξεως της Δημοκρατίας θα γίνη ως φαίνεται εντός των ημερών. Αι υπουργικαί διαβουλεύσεις συνεχίζονται και αι αποτελέσματα του δημοψηφίσματος ανακοινούνται επισήμως υπό του Ανωτάτου Δικαστηρίου. Οι μοναρχικοί κύκλοι αμφισβητούν την νομιμότητα της ψηφοφορίας και ζητούν νέαν καταμέτρησιν. ΔΟΛΟΦΟΝΙΑ ΡΩΜΗ, 8. (Ιδ. Υπ.).— Η επίσημος τελετή της ανακηρύξεως της Δημοκρατίας θα γίνη ως φαίνεται εντός των ημερών. Αι υπουργικαί διαβουλεύσεις συνεχίζονται και αι αποτελέσματα του δημοψηφίσματος ανακοινούνται επισήμως υπό του Ανωτάτου Δικαστηρίου. Οι μοναρχικοί κύκλοι αμφισβητούν την νομιμότητα της ψηφοφορίας και ζητούν νέαν καταμέτρησιν.	[646, 746, 1025, 1341]
headline-foreign-trade: ΕΠΙΦΕΡΟΝΤΑΙ ΣΗΜΑΝΤΙΚΑΙ ΤΡΟΠΟΠΟΙΗΣΕΙΣ ΕΙΣ ΤΟΝ ΟΡΓΑΝΙΣΜΟΝ ΕΞΩΤΕΡΙΚΟΥ ΕΜΠΟΡΙΟΥ ΠΕΡΙΟΡΙΖΕΤΑΙ ΤΟ ΠΕΔΙΟΝ ΤΗΣ ΔΡΑΣΕΩΣ ΤΟΥ ΔΕΝ ΘΑ ΥΠΑΡΧΗ ΑΓΓΛΟΣ ΥΠΟΔΙΕΥΘΥΝΤΗΣ	[468, 144, 1219, 290]
headline-gsee-telegram: ΤΗΛΕΓΡΑΦΗΜΑ ΤΗΣ Γ. Σ. Ε. Ε. ΠΡΟΣ ΤΗΝ ΠΑΓΚΟΣΜΙΟΝ ΣΥΝΔΙΚΑΛΙΣΤΙΚΗΝ ΔΙΑ ΤΑ ΚΥΒΕΡΝΗΤΙΚΑ ΜΕΤΡΑ ΤΑΞΕΩΣ	[1253, 985, 1548, 1042]
headline-fertilizer-company: Η "ΙΔΙΩΤΙΚΗ ΠΡΩΤΟΒΟΥΛΙΑ,, ΕΙΣ ΤΗΝ ΕΤΑΙΡΙΑΝ ΛΙΠΑΣΜΑΤΩΝ ΑΠΟΚΑΛΥΨΕΙΣ ΔΙΑ ΤΑ ΑΙΤΙΑ, ΠΟΥ ΩΔΗΓΗΣΑΝ ΕΙΣ ΤΗΝ ΕΠΙΤΑΞΙΝ ΤΗΣ ΤΑ 3.000.000.000 ΚΕΡΔΗ ΑΝΗΚΟΥΝ ΕΙΣ ΤΗΝ ΕΡΓΑΤΙΚΗΝ ΤΑΞΙΝ	[488, 417, 1199, 519]
center-column	[468, 140, 1219, 2286]
divider	[92, 990, 456, 991]
headline-democratic-institutions: Η ΕΔΡΑΙΩΣΙΣ ΔΗΜΟΚΡΑΤΙΚΩΝ ΘΕΣΜΩΝ ΕΙΣ ΕΛΛΑΔΑ ΟΡΟΣ ΠΑΡΟΧΗΣ ΑΓΓΛΙΚΗΣ ΒΟΗΘΕΙΑΣ ΑΙ ΥΠΟΔΕΙΞΕΙΣ ΤΟΥ κ. ΜΠΕΒΙΝ	[1243, 143, 1558, 239]
headline-italy-republic: Η ΤΕΛΕΤΗ ΤΗΣ ΑΝΑΚΗΡΥΞΕΩΣ ΤΗΣ ΔΗΜΟΚΡΑΤΙΑΣ ΕΝ ΙΤΑΛΙΑ ΘΑ ΓΙΝΗ ΕΝΤΟΣ ΤΩΝ ΗΜΕΡΩΝ ΟΙ ΜΟΝΑΡΧΙΚΟΙ ΑΜΦΙΣΒΗΤΟΥΝ	[97, 143, 451, 248]
article-tetramerous: ΘΑ ΑΠΟΤΥΧΗ Η ΤΕΤΡΑΜΕΡΗΣ; ΣΥΝΕΧΕΙΑ ΕΚ ΤΗΣ 1ης ΣΕΛΙΔΟΣ ΡΩΜΗ, 8. (Ιδ. Υπ.).— Η επίσημος τελετή της ανακηρύξεως της Δημοκρατίας θα γίνη ως φαίνεται εντός των ημερών. Αι υπουργικαί διαβουλεύσεις συνεχίζονται και αι αποτελέσματα του δημοψηφίσματος ανακοινούνται επισήμως υπό του Ανωτάτου Δικαστηρίου. Οι μοναρχικοί κύκλοι αμφισβητούν την νομιμότητα της ψηφοφορίας και ζητούν νέαν καταμέτρησιν. ΡΩΜΗ, 8. (Ιδ. Υπ.).— Η επίσημος τελετή της ανακηρύξεως της Δημοκρατίας θα γίνη ως φαίνεται εντός των ημερών. Αι υπουργικαί διαβουλεύσεις συνεχίζονται και αι αποτελέσματα του δημοψηφίσματος ανακοινούνται επισήμως υπό του Ανωτάτου Δικαστηρίου. Οι μοναρχικοί κύκλοι αμφισβητούν την νομιμότητα της ψηφοφορίας και ζητούν νέαν καταμέτρησιν. ΡΩΜΗ, 8. (Ιδ. Υπ.).— Η επίσημος τελετή της ανακηρύξεως της Δημοκρατίας θα γίνη ως φαίνεται εντός των ημερών. Αι υπουργικαί διαβουλεύσεις συνεχίζονται και αι αποτελέσματα του δημοψηφίσματος ανακοινούνται επισήμως υπό του Ανωτάτου Δικαστηρίου. Οι μοναρχικοί κύκλοι αμφισβητούν την νομιμότητα της ψηφοφορίας και ζητούν νέαν καταμέτρησιν. ΡΩΜΗ, 8. (Ιδ. Υπ.).— Η επίσημος τελετή της ανακηρύξεως της Δημοκρατίας θα γίνη ως φαίνεται εντός των ημερών. Αι υπουργικαί διαβουλεύσεις συνεχίζονται και αι αποτελέσματα του δημοψηφίσματος ανακοινούνται επισήμως υπό του Ανωτάτου Δικαστηρίου. Οι μοναρχικοί κύκλοι αμφισβητούν την νομιμότητα της ψηφοφορίας και ζητούν νέαν καταμέτρησιν. ΡΩΜΗ, 8. (Ιδ. Υπ.).— Η επίσημος τελετή της ανακηρύξεως της Δημοκρατίας θα γίνη ως φαίνεται εντός των ημερών. Αι υπουργικαί διαβουλεύσεις συνεχίζονται και αι αποτελέσματα του δημοψηφίσματος ανακοινούνται επισήμως υπό του Ανωτάτου Δικαστηρίου. Οι μοναρχικοί κύκλοι αμφισβητούν την νομιμότητα της ψηφοφορίας και ζητούν νέαν καταμέτρησιν. ΡΩΜΗ, 8. (Ιδ. Υπ.).— Η επίσημος τελετή της ανακηρύξεως της Δημοκρατίας θα γίνη ως φαίνεται εντός των ημερών. Αι υπουργικαί διαβουλεύσεις συνεχίζονται και αι αποτελέσματα του δημοψηφίσματος ανακοινούνται επισήμως υπό του Ανωτάτου Δικαστηρίου. Οι μοναρχικοί κύκλοι αμφισβητούν την νομιμότητα της ψηφοφορίας και ζητούν νέαν καταμέτρησιν. ΤΡΑΚΤΕΡ ΧΑΝΝΟΜΑΚ	[92, 1227, 270, 1992]
center-lower-left: Η ΑΠΟΣΤΟΛΗ ΤΩΝ ΕΡΓΑΤΙΚΩΝ ΕΙΣ ΜΟΣΧΑΝ ΡΩΜΗ, 8. (Ιδ. Υπ.).— Η επίσημος τελετή της ανακηρύξεως της Δημοκρατίας θα γίνη ως φαίνεται εντός των ημερών. Αι υπουργικαί διαβουλεύσεις συνεχίζονται και αι αποτελέσματα του δημοψηφίσματος ανακοινούνται επισήμως υπό του Ανωτάτου Δικαστηρίου. Οι μοναρχικοί κύκλοι αμφισβητούν την νομιμότητα της ψηφοφορίας και ζητούν νέαν καταμέτρησιν. ΡΩΜΗ, 8. (Ιδ. Υπ.).— Η επίσημος τελετή της ανακηρύξεως της Δημοκρατίας θα γίνη ως φαίνεται εντός των ημερών. Αι υπουργικαί διαβουλεύσεις συνεχίζονται και αι αποτελέσματα του δημοψηφίσματος ανακοινούνται επισήμως υπό του Ανωτάτου Δικαστηρίου. Οι μοναρχικοί κύκλοι αμφισβητούν την νομιμότητα της ψηφοφορίας και ζητούν νέαν καταμέτρησιν. ΚΑΤΑΔΙΚΗ ΤΕΩΣ ΣΤΡΑΤΙΩΤΩΝ ΤΟΥ ΤΙΤΟ ΔΙΑ ΚΑΤΑΣΚΟΠΕΙΑΝ ΡΩΜΗ, 8. (Ιδ. Υπ.).— Η επίσημος τελετή της ανακηρύξεως της Δημοκρατίας θα γίνη ως φαίνεται εντός των ημερών. Αι υπουργικαί διαβουλεύσεις συνεχίζονται και αι αποτελέσματα του δημοψηφίσματος ανακοινούνται επισήμως υπό του Ανωτάτου Δικαστηρίου. Οι μοναρχικοί κύκλοι αμφισβητούν την νομιμότητα της ψηφοφορίας και ζητούν νέαν καταμέτρησιν. ΡΩΜΗ, 8. (Ιδ. Υπ.).— Η επίσημος τελετή της ανακηρύξεως της Δημοκρατίας θα γίνη ως φαίνεται εντός των ημερών. Αι υπουργικαί διαβουλεύσεις συνεχίζονται και αι αποτελέσματα του δημοψηφίσματος ανακοινούνται επισήμως υπό του Ανωτάτου Δικαστηρίου. Οι μοναρχικοί κύκλοι αμφισβητούν την νομιμότητα της ψηφοφορίας και ζητούν νέαν καταμέτρησιν. ΑΙ ΑΥΘΑΙΡΕΣΙΑΙ ΕΙΣ ΤΗΝ ΔΙΟΙΚΗΣΙΝ ΤΟΥ ΙΚΑ ΠΑΡΑΙΤΗΣΙΣ ΣΥΜΒΟΥΛΩΝ ΡΩΜΗ, 8. (Ιδ. Υπ.).— Η επίσημος τελετή της ανακηρύξεως της Δημοκρατίας θα γίνη ως φαίνεται εντός των ημερών. Αι υπουργικαί διαβουλεύσεις συνεχίζονται και αι αποτελέσματα του δημοψηφίσματος ανακοινούνται επισήμως υπό του Ανωτάτου Δικαστηρίου. Οι μοναρχικοί κύκλοι αμφισβητούν την νομιμότητα της ψηφοφορίας και ζητούν νέαν καταμέτρησιν. ΡΩΜΗ, 8. (Ιδ. Υπ.).— Η επίσημος τελετή της ανακηρύξεως της Δημοκρατίας θα γίνη ως φαίνεται εντός των ημερών. Αι υπουργικαί διαβουλεύσεις συνεχίζονται και αι αποτελέσματα του δημοψηφίσματος ανακοινούνται επισήμως υπό του Ανωτάτου Δικαστηρίου. Οι μοναρχικοί κύκλοι αμφισβητούν την νομιμότητα της ψηφοφορίας και ζητούν νέαν καταμέτρησιν. ΣΥΜΠΛΟΚΗ ΜΕΤΑΞΥ ΧΩΡΟΦΥΛΑΚΗΣ ΚΑΙ ΣΥΜΜΟΡΙΤΩΝ ΡΩΜΗ, 8. (Ιδ. Υπ.).— Η επίσημος τελετή της ανακηρύξεως της Δημοκρατίας θα γίνη ως φαίνεται εντός των ημερών. Αι υπουργικαί διαβουλεύσεις συνεχίζονται και αι αποτελέσματα του δημοψηφίσματος ανακοινούνται επισήμως υπό του Ανωτάτου Δικαστηρίου. Οι μοναρχικοί κύκλοι αμφισβητούν την νομιμότητα της ψηφοφορίας και ζητούν νέαν καταμέτρησιν.	[468, 746, 638, 1905]
center-lower-right: ΡΩΣΙΚΑΙ ΕΠΙΚΡΙΣΕΙΣ ΚΑΤΑ ΤΗΣ ΚΙΝΑΣ ΡΩΜΗ, 8. (Ιδ. Υπ.).— Η επίσημος τελετή της ανακηρύξεως της Δημοκρατίας θα γίνη ως φαίνεται εντός των ημερών. Αι υπουργικαί διαβουλεύσεις συνεχίζονται και αι αποτελέσματα του δημοψηφίσματος ανακοινούνται επισήμως υπό του Ανωτάτου Δικαστηρίου. Οι μοναρχικοί κύκλοι αμφισβητούν την νομιμότητα της ψηφοφορίας και ζητούν νέαν καταμέτρησιν. ΙΣΤΙΟΦΟΡΟΝ ΠΡΟΣΕΚΡΟΥΣΕΝ ΕΠΙ ΝΑΡΚΗΣ ΠΕΝΤΕ ΘΥΜΑΤΑ ΡΩΜΗ, 8. (Ιδ. Υπ.).— Η επίσημος τελετή της ανακηρύξεως της Δημοκρατίας θα γίνη ως φαίνεται εντός των ημερών. Αι υπουργικαί διαβουλεύσεις συνεχίζονται και αι αποτελέσματα του δημοψηφίσματος ανακοινούνται επισήμως υπό του Ανωτάτου Δικαστηρίου. Οι μοναρχικοί κύκλοι αμφισβητούν την νομιμότητα της ψηφοφορίας και ζητούν νέαν καταμέτρησιν. ΔΙΑ ΤΗΝ ΙΚΑΝΟΠΟΙΗΣΙΝ ΤΩΝ ΕΛΛΗΝΙΚΩΝ ΔΙΚΑΙΩΝ ΡΩΜΗ, 8. (Ιδ. Υπ.).— Η επίσημος τελετή της ανακηρύξεως της Δημοκρατίας θα γίνη ως φαίνεται εντός των ημερών. Αι υπουργικαί διαβουλεύσεις συνεχίζονται και αι αποτελέσματα του δημοψηφίσματος ανακοινούνται επισήμως υπό του Ανωτάτου Δικαστηρίου. Οι μοναρχικοί κύκλοι αμφισβητούν την νομιμότητα της ψηφοφορίας και ζητούν νέαν καταμέτρησιν. ΞΕΝΑ ΧΡΗΜΑΤΙΣΤΗΡΙΑ ΡΩΜΗ, 8. (Ιδ. Υπ.).— Η επίσημος τελετή της ανακηρύξεως της Δημοκρατίας θα γίνη ως φαίνεται εντός των ημερών. Αι υπουργικαί διαβουλεύσεις συνεχίζονται και αι αποτελέσματα του δημοψηφίσματος ανακοινούνται επισήμως υπό του Ανωτάτου Δικαστηρίου. Οι μοναρχικοί κύκλοι αμφισβητούν την νομιμότητα της ψηφοφορίας και ζητούν νέαν καταμέτρησιν. Η ΗΜΕΡΑ ΤΗΣ ΝΙΚΗΣ ΣΥΝΕΧΕΙΑ ΕΚ ΤΗΣ 1ης ΣΕΛΙΔΟΣ ΡΩΜΗ, 8. (Ιδ. Υπ.).— Η επίσημος τελετή της ανακηρύξεως της Δημοκρατίας θα γίνη ως φαίνεται εντός των ημερών. Αι υπουργικαί διαβουλεύσεις συνεχίζονται και αι αποτελέσματα του δημοψηφίσματος ανακοινούνται επισήμως υπό του Ανωτάτου Δικαστηρίου. Οι μοναρχικοί κύκλοι αμφισβητούν την νομιμότητα της ψηφοφορίας και ζητούν νέαν καταμέτρησιν. ΑΠΟ ΤΟΝ ΠΕΙΡΑΙΑ ΡΩΜΗ, 8. (Ιδ. Υπ.).— Η επίσημος τελετή της ανακηρύξεως της Δημοκρατίας θα γίνη ως φαίνεται εντός των ημερών. Αι υπουργικαί διαβουλεύσεις συνεχίζονται και αι αποτελέσματα του δημοψηφίσματος ανακοινούνται επισήμως υπό του Ανωτάτου Δικαστηρίου. Οι μοναρχικοί κύκλοι αμφισβητούν την νομιμότητα της ψηφοφορίας και ζητούν νέαν καταμέτρησιν. ΕΙΣ ΘΕΣΣΑΛΟΝΙΚΗΝ ΡΩΜΗ, 8. (Ιδ. Υπ.).— Η επίσημος τελετή της ανακηρύξεως της Δημοκρατίας θα γίνη ως φαίνεται εντός των ημερών. Αι υπουργικαί διαβουλεύσεις συνεχίζονται και αι αποτελέσματα του δημοψηφίσματος ανακοινούνται επισήμως υπό του Ανωτάτου Δικαστηρίου. Οι μοναρχικοί κύκλοι αμφισβητούν την νομιμότητα της ψηφοφορίας και ζητούν νέαν καταμέτρησιν. ΑΠΟΠΕΙΡΑ ΑΥΤΟΚΤΟΝΙΑΣ ΡΩΜΗ, 8. (Ιδ. Υπ.).— Η επίσημος τελετή της ανακηρύξεως της Δημοκρατίας θα γίνη ως φαίνεται εντός των ημερών. Αι υπουργικαί διαβουλεύσεις συνεχίζονται και αι αποτελέσματα του δημοψηφίσματος ανακοινούνται επισήμως υπό του Ανωτάτου Δικαστηρίου. Οι μοναρχικοί κύκλοι αμφισβητούν την νομιμότητα της ψηφοφορίας και ζητούν νέαν καταμέτρησιν.	[1033, 746, 1213, 1947]
lower-left-subcolumn: Η ΑΠΟΦΑΣΙΣ ΤΟΥ ΣΤΡΑΤΟΔΙΚΕΙΟΥ ΔΙΑ ΤΟΥΣ ΚΑΤΑΣΚΟΠΟΥΣ ΡΩΜΗ, 8. (Ιδ. Υπ.).— Η επίσημος τελετή της ανακηρύξεως της Δημοκρατίας θα γίνη ως φαίνεται εντός των ημερών. Αι υπουργικαί διαβουλεύσεις συνεχίζονται και αι αποτελέσματα του δημοψηφίσματος ανακοινούνται επισήμως υπό του Ανωτάτου Δικαστηρίου. Οι μοναρχικοί κύκλοι αμφισβητούν την νομιμότητα της ψηφοφορίας και ζητούν νέαν καταμέτρησιν. Η ΛΕΙΤΟΥΡΓΙΑ ΤΩΝ ΤΑΧ. ΤΑΜΙΕΥΤΗΡΙΩΝ ΡΩΜΗ, 8. (Ιδ. Υπ.).— Η επίσημος τελετή της ανακηρύξεως της Δημοκρατίας θα γίνη ως φαίνεται εντός των ημερών. Αι υπουργικαί διαβουλεύσεις συνεχίζονται και αι αποτελέσματα του δημοψηφίσματος ανακοινούνται επισήμως υπό του Ανωτάτου Δικαστηρίου. Οι μοναρχικοί κύκλοι αμφισβητούν την νομιμότητα της ψηφοφορίας και ζητούν νέαν καταμέτρησιν. ΡΩΜΗ, 8. (Ιδ. Υπ.).— Η επίσημος τελετή της ανακηρύξεως της Δημοκρατίας θα γίνη ως φαίνεται εντός των ημερών. Αι υπουργικαί διαβουλεύσεις συνεχίζονται και αι αποτελέσματα του δημοψηφίσματος ανακοινούνται επισήμως υπό του Ανωτάτου Δικαστηρίου. Οι μοναρχικοί κύκλοι αμφισβητούν την νομιμότητα της ψηφοφορίας και ζητούν νέαν καταμέτρησιν. ΔΙΑ ΤΗΝ ΕΝΙΣΧΥΣΙΝ ΤΩΝ ΕΡΓΑΣΤΗΡΙΩΝ ΤΟΥ ΧΗΜΕΙΟΥ ΤΜΗΜΑΤΟΣ ΤΟΥ ΠΑΝΕΠΙΣΤΗΜΙΟΥ ΡΩΜΗ, 8. (Ιδ. Υπ.).— Η επίσημος τελετή της ανακηρύξεως της Δημοκρατίας θα γίνη ως φαίνεται εντός των ημερών. Αι υπουργικαί διαβουλεύσεις συνεχίζονται και αι αποτελέσματα του δημοψηφίσματος ανακοινούνται επισήμως υπό του Ανωτάτου Δικαστηρίου. Οι μοναρχικοί κύκλοι αμφισβητούν την νομιμότητα της ψηφοφορίας και ζητούν νέαν καταμέτρησιν. ΡΩΜΗ, 8. (Ιδ. Υπ.).— Η επίσημος τελετή της ανακηρύξεως της Δημοκρατίας θα γίνη ως φαίνεται εντός των ημερών. Αι υπουργικαί διαβουλεύσεις συνεχίζονται και αι αποτελέσματα του δημοψηφίσματος ανακοινούνται επισήμως υπό του Ανωτάτου Δικαστηρίου. Οι μοναρχικοί κύκλοι αμφισβητούν την νομιμότητα της ψηφοφορίας και ζητούν νέαν καταμέτρησιν.	[278, 1227, 456, 2005]
left-column	[92, 140, 456, 2286]
